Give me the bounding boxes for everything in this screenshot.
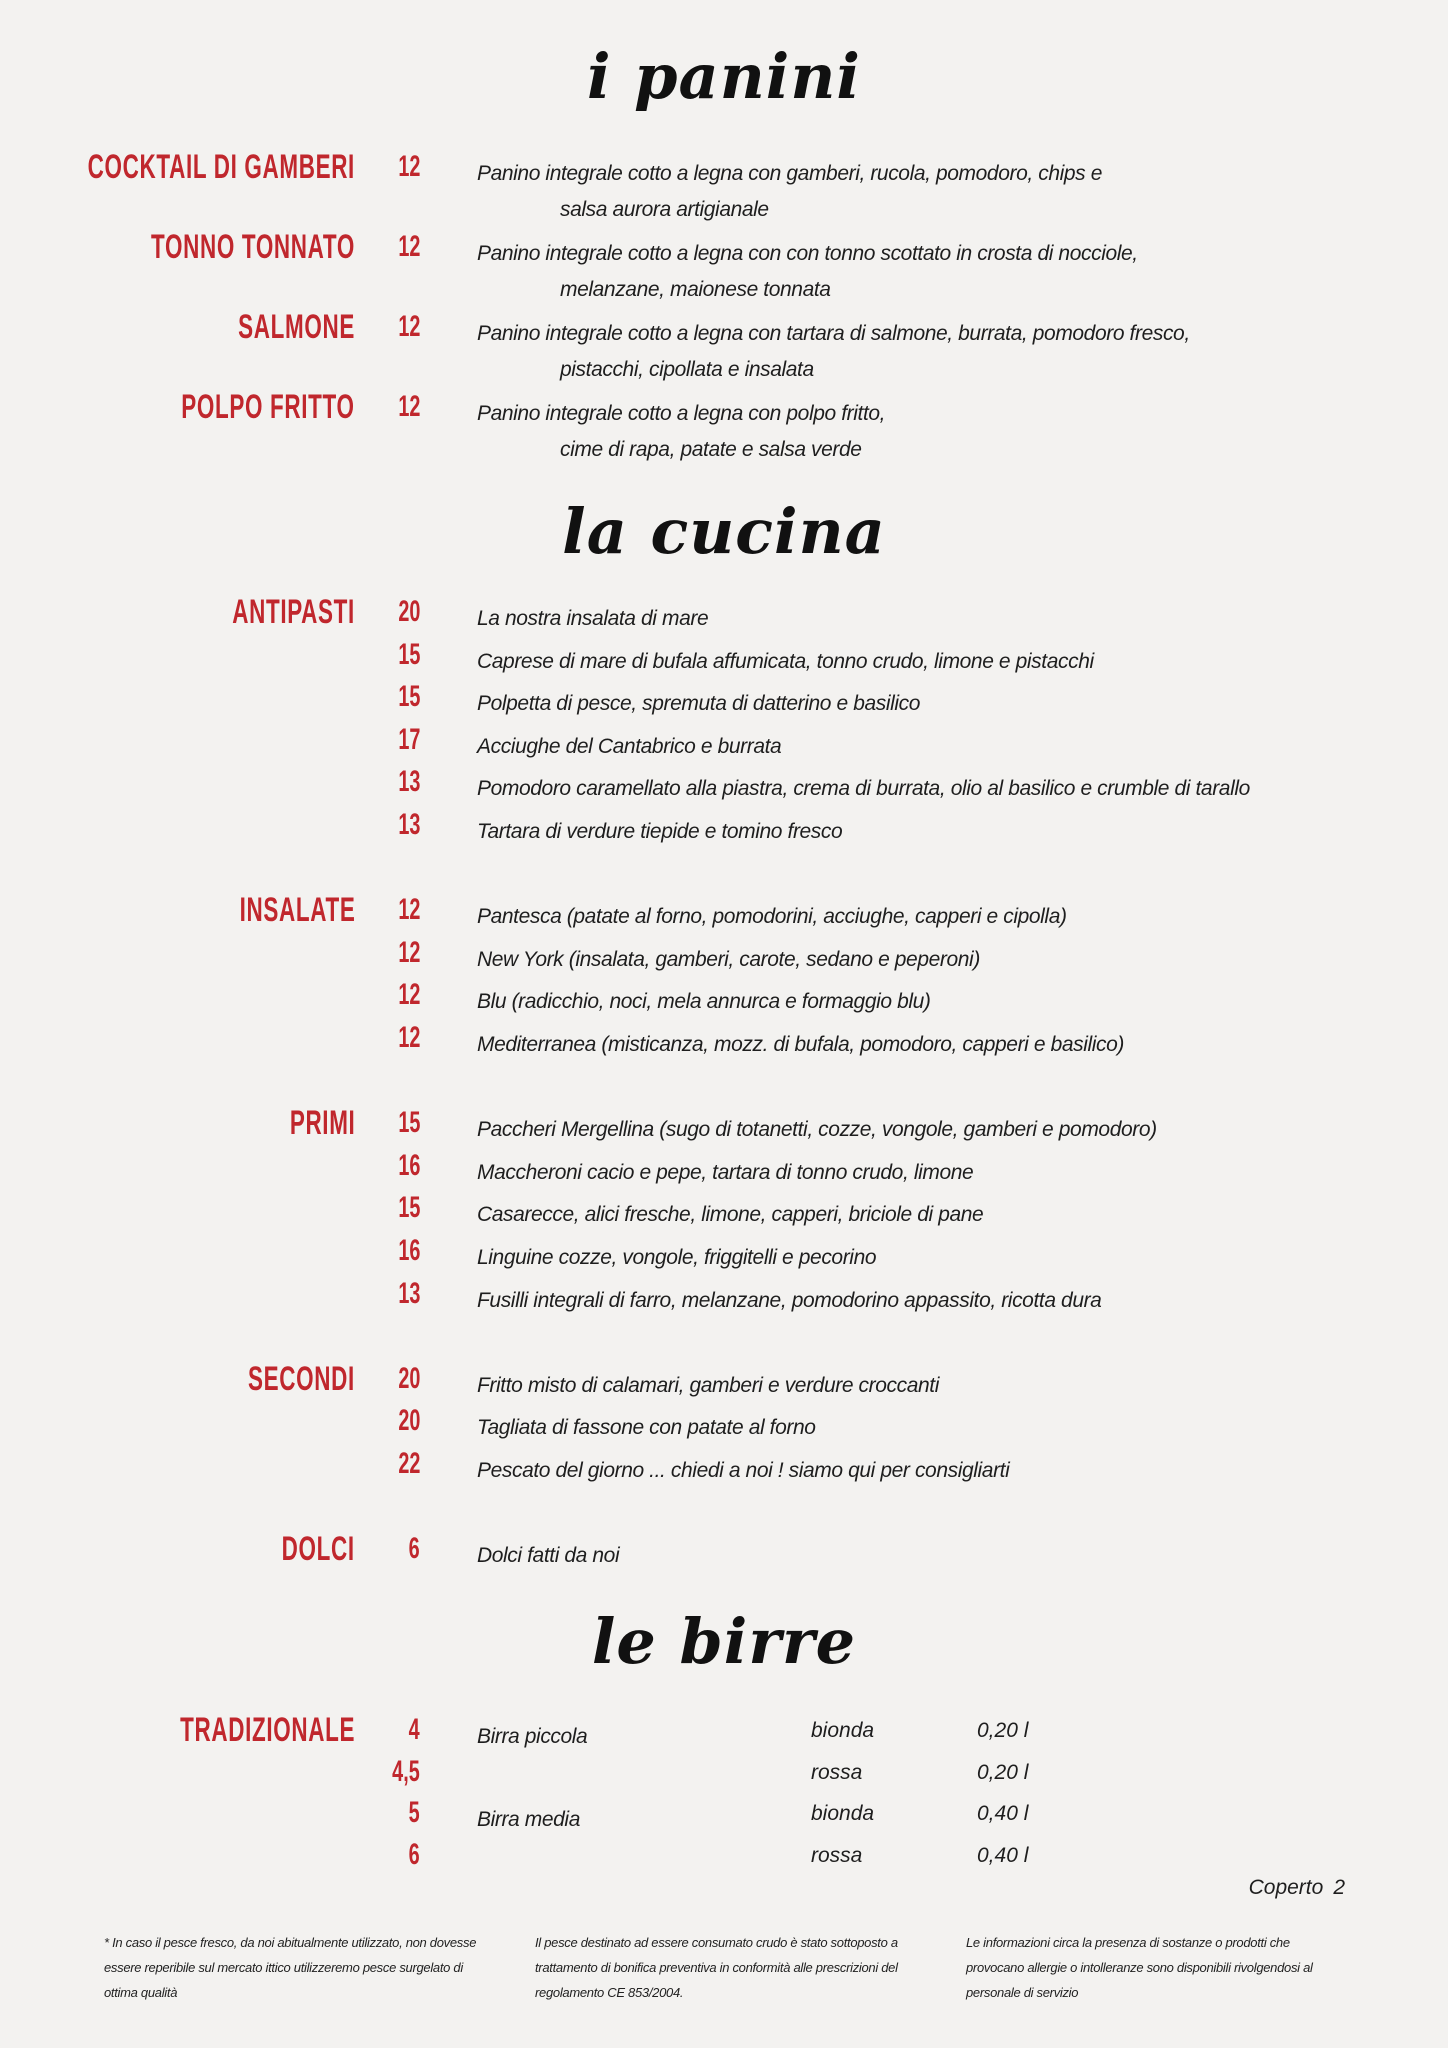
description-line: Panino integrale cotto a legna con gamberi, rucola, pomodoro, chips e [477,162,1102,185]
coperto-label: Coperto [1248,1876,1324,1899]
item-price: 12 [397,893,420,927]
item-price: 15 [397,1191,420,1225]
beer-price: 5 [408,1796,420,1829]
menu-item [0,1234,1448,1277]
beer-name: Birra media [477,1808,580,1831]
item-price: 12 [397,390,420,423]
item-description: Maccheroni cacio e pepe, tartara di tonno crudo, limone [477,1160,974,1184]
birre-title: le birre [591,1605,857,1678]
beer-price: 4 [408,1713,420,1746]
beer-price: 4,5 [392,1754,420,1788]
category-dolci: DOLCI [281,1530,355,1569]
coperto-price: 2 [1333,1876,1345,1899]
category-tradizionale: TRADIZIONALE [180,1711,355,1749]
item-description: Mediterranea (misticanza, mozz. di bufala, pomodoro, capperi e basilico) [477,1032,1125,1056]
item-price: 16 [397,1148,420,1182]
cucina-section [0,595,1448,1575]
item-price: 20 [397,1361,420,1395]
item-description: Paccheri Mergellina (sugo di totanetti, cozze, vongole, gamberi e pomodoro) [477,1118,1157,1142]
description-line: pistacchi, cipollata e insalata [560,358,814,381]
menu-item [0,1191,1448,1234]
beer-item [0,1755,1448,1797]
menu-item [0,1021,1448,1064]
menu-item [0,936,1448,979]
beer-name: Birra piccola [477,1725,588,1748]
menu-item [0,1532,1448,1575]
coperto [1249,1876,1345,1900]
item-price: 13 [397,1276,420,1310]
item-description [477,396,885,468]
menu-item [0,1404,1448,1447]
menu-item [0,978,1448,1021]
item-description [477,156,1102,228]
category-insalate: INSALATE [239,891,355,930]
menu-item [0,1359,1448,1405]
group-spacer [0,851,1448,894]
footnote-fresh-fish: * In caso il pesce fresco, da noi abitualmente utilizzato, non dovesse essere reperibile sul mercato ittico utilizzeremo pesce surgelato di ottima qualità [104,1935,477,2000]
panini-title: i panini [587,40,861,113]
item-description: Pomodoro caramellato alla piastra, crema di burrata, olio al basilico e crumble di tarallo [477,777,1250,801]
item-description: Blu (radicchio, noci, mela annurca e formaggio blu) [477,990,931,1014]
item-price: 12 [397,978,420,1012]
group-spacer [0,1064,1448,1107]
item-description: Pantesca (patate al forno, pomodorini, acciughe, capperi e cipolla) [477,905,1067,929]
item-price: 12 [397,150,420,183]
beer-price: 6 [408,1837,420,1871]
description-line: Panino integrale cotto a legna con con tonno scottato in crosta di nocciole, [477,242,1138,265]
category-antipasti: ANTIPASTI [232,593,355,631]
description-line: melanzane, maionese tonnata [560,278,831,301]
beer-item [0,1796,1448,1838]
item-description: Fritto misto di calamari, gamberi e verdure croccanti [477,1373,939,1397]
menu-item [0,1149,1448,1192]
category-primi: PRIMI [289,1104,355,1143]
description-line: Panino integrale cotto a legna con tartara di salmone, burrata, pomodoro fresco, [477,322,1190,345]
category-secondi: SECONDI [248,1359,355,1398]
panino-item [0,310,1448,390]
beer-size: 0,20 l [977,1760,1029,1784]
item-price: 15 [397,680,420,714]
description-line: salsa aurora artigianale [560,198,769,221]
item-description: Pescato del giorno ... chiedi a noi ! siamo qui per consigliarti [477,1458,1010,1482]
item-price: 16 [397,1233,420,1267]
group-spacer [0,1319,1448,1362]
beer-item [0,1713,1448,1755]
item-description [477,236,1138,308]
item-price: 6 [408,1532,420,1566]
item-price: 13 [397,807,420,841]
item-price: 15 [397,1106,420,1140]
footnote-raw-fish: Il pesce destinato ad essere consumato crudo è stato sottoposto a trattamento di bonifica preventiva in conformità alle prescrizioni del regolamento CE 853/2004. [535,1935,898,2000]
item-price: 12 [397,230,420,263]
menu-item [0,1447,1448,1490]
item-name: POLPO FRITTO [181,388,355,426]
birre-section [0,1713,1448,1879]
menu-item [0,765,1448,808]
menu-item [0,893,1448,936]
cucina-title: la cucina [562,495,886,568]
beer-size: 0,20 l [977,1719,1029,1742]
item-description [477,316,1190,388]
item-description: Tartara di verdure tiepide e tomino fresco [477,819,843,843]
item-description: New York (insalata, gamberi, carote, sedano e peperoni) [477,947,980,971]
item-price: 20 [397,595,420,628]
item-price: 20 [397,1404,420,1438]
item-description: Linguine cozze, vongole, friggitelli e pecorino [477,1245,877,1269]
menu-item [0,1277,1448,1320]
item-price: 13 [397,765,420,799]
item-price: 12 [397,935,420,969]
item-description: Casarecce, alici fresche, limone, capperi, briciole di pane [477,1203,984,1227]
beer-type: bionda [811,1802,875,1825]
item-price: 12 [397,310,420,343]
beer-size: 0,40 l [977,1843,1029,1867]
beer-size: 0,40 l [977,1802,1029,1825]
item-name: COCKTAIL DI GAMBERI [87,148,355,186]
menu-item [0,808,1448,851]
menu-item [0,595,1448,638]
menu-item [0,1106,1448,1149]
panino-item [0,390,1448,470]
beer-type: bionda [811,1719,875,1742]
item-name: TONNO TONNATO [151,228,355,266]
beer-type: rossa [811,1843,863,1867]
item-price: 22 [397,1446,420,1480]
item-price: 17 [397,722,420,756]
description-line: Panino integrale cotto a legna con polpo fritto, [477,402,886,425]
item-price: 12 [397,1020,420,1054]
item-name: SALMONE [238,308,355,346]
menu-item [0,638,1448,681]
item-description: Dolci fatti da noi [477,1544,620,1568]
panino-item [0,150,1448,230]
panini-section [0,150,1448,470]
description-line: cime di rapa, patate e salsa verde [560,438,862,461]
item-description: Caprese di mare di bufala affumicata, tonno crudo, limone e pistacchi [477,649,1094,673]
item-description: Acciughe del Cantabrico e burrata [477,734,782,758]
panino-item [0,230,1448,310]
beer-type: rossa [811,1760,863,1784]
item-description: Tagliata di fassone con patate al forno [477,1416,816,1440]
beer-item [0,1838,1448,1880]
menu-item [0,723,1448,766]
group-spacer [0,1489,1448,1532]
footnote-allergens: Le informazioni circa la presenza di sostanze o prodotti che provocano allergie o intolleranze sono disponibili rivolgendosi al personale di servizio [966,1935,1313,2000]
item-description: La nostra insalata di mare [477,607,709,630]
item-description: Polpetta di pesce, spremuta di datterino e basilico [477,692,921,716]
item-price: 15 [397,637,420,671]
item-description: Fusilli integrali di farro, melanzane, pomodorino appassito, ricotta dura [477,1288,1102,1312]
menu-item [0,680,1448,723]
